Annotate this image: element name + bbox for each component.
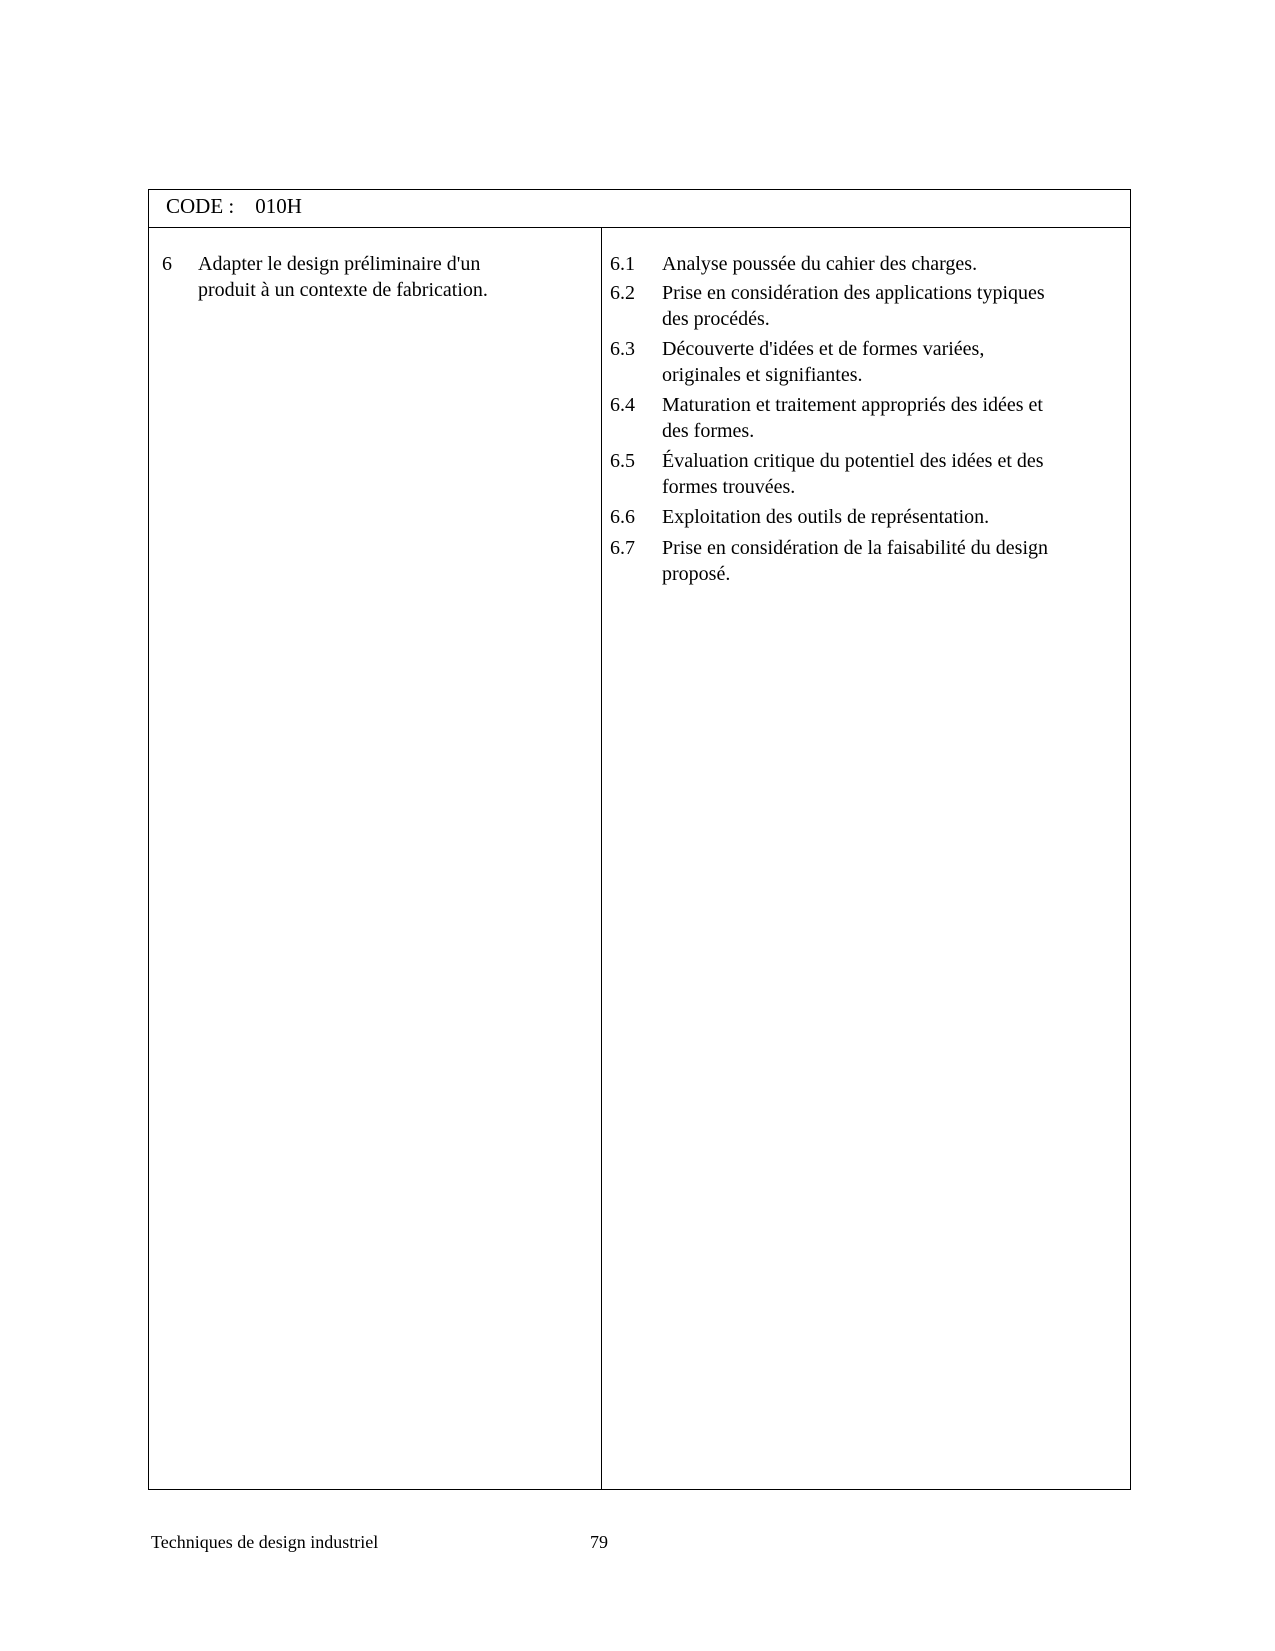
footer-title: Techniques de design industriel [151, 1532, 379, 1552]
competency-table [148, 189, 1131, 1490]
element-number: 6 [162, 253, 172, 275]
criterion-text-line: des procédés. [662, 308, 770, 330]
criterion-text-line: proposé. [662, 563, 731, 585]
element-text-line: Adapter le design préliminaire d'un [198, 253, 481, 275]
criterion-number: 6.1 [610, 253, 635, 275]
criterion-text-line: originales et signifiantes. [662, 364, 863, 386]
column-divider [601, 228, 602, 1489]
criterion-number: 6.6 [610, 506, 635, 528]
element-text-line: produit à un contexte de fabrication. [198, 279, 488, 301]
criterion-text-line: des formes. [662, 420, 755, 442]
criterion-text-line: Prise en considération des applications typiques [662, 282, 1045, 304]
code-row [149, 190, 1130, 228]
criterion-number: 6.7 [610, 537, 635, 559]
criterion-text-line: Maturation et traitement appropriés des idées et [662, 394, 1043, 416]
criterion-text-line: formes trouvées. [662, 476, 796, 498]
criterion-number: 6.4 [610, 394, 635, 416]
criterion-number: 6.5 [610, 450, 635, 472]
criterion-text-line: Prise en considération de la faisabilité du design [662, 537, 1049, 559]
criterion-number: 6.3 [610, 338, 635, 360]
criterion-text-line: Évaluation critique du potentiel des idées et des [662, 450, 1044, 472]
code-label: CODE : 010H [166, 194, 302, 218]
criterion-text-line: Exploitation des outils de représentation. [662, 506, 990, 528]
criterion-text-line: Analyse poussée du cahier des charges. [662, 253, 978, 275]
page-number: 79 [590, 1532, 608, 1552]
criterion-number: 6.2 [610, 282, 635, 304]
criterion-text-line: Découverte d'idées et de formes variées, [662, 338, 985, 360]
